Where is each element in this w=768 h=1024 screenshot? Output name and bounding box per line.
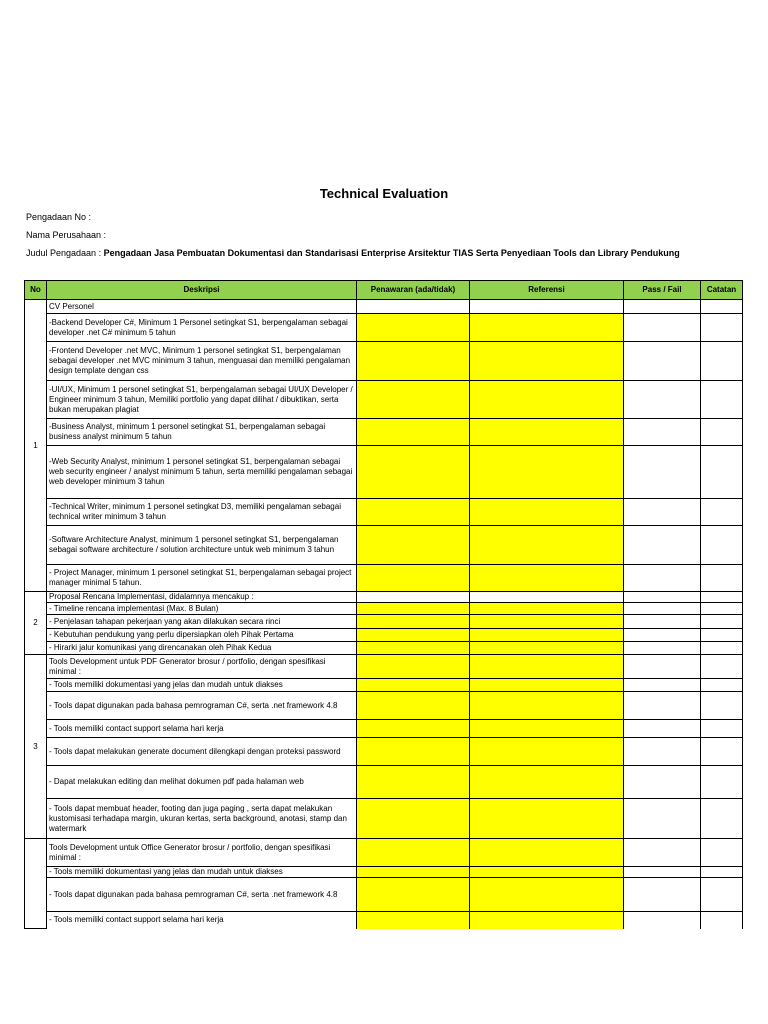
description-cell: - Timeline rencana implementasi (Max. 8 Bulan) (47, 603, 357, 615)
column-header-penawaran: Penawaran (ada/tidak) (357, 281, 470, 300)
table-row (25, 629, 743, 642)
referensi-cell[interactable] (470, 603, 624, 615)
description-cell: - Tools dapat digunakan pada bahasa pemrograman C#, serta .net framework 4.8 (47, 692, 357, 720)
pass-fail-cell[interactable] (624, 692, 701, 720)
table-row (25, 499, 743, 526)
pass-fail-cell[interactable] (624, 912, 701, 929)
penawaran-cell[interactable] (357, 629, 470, 642)
table-row (25, 720, 743, 738)
penawaran-cell[interactable] (357, 446, 470, 499)
row-number (25, 839, 47, 929)
pass-fail-cell[interactable] (624, 603, 701, 615)
referensi-cell[interactable] (470, 419, 624, 446)
judul-pengadaan-value: Pengadaan Jasa Pembuatan Dokumentasi dan Standarisasi Enterprise Arsitektur TIAS Serta Penyediaan Tools dan Library Pendukung (103, 248, 680, 258)
penawaran-cell[interactable] (357, 720, 470, 738)
referensi-cell[interactable] (470, 565, 624, 592)
pass-fail-cell[interactable] (624, 839, 701, 867)
table-row (25, 565, 743, 592)
table-row (25, 615, 743, 629)
table-row (25, 839, 743, 867)
penawaran-cell[interactable] (357, 603, 470, 615)
row-number: 2 (25, 592, 47, 655)
table-row (25, 314, 743, 342)
catatan-cell[interactable] (701, 692, 743, 720)
referensi-cell[interactable] (470, 799, 624, 839)
penawaran-cell[interactable] (357, 300, 470, 314)
referensi-cell[interactable] (470, 642, 624, 655)
penawaran-cell[interactable] (357, 381, 470, 419)
referensi-cell[interactable] (470, 766, 624, 799)
table-row (25, 878, 743, 912)
table-row (25, 692, 743, 720)
pass-fail-cell[interactable] (624, 565, 701, 592)
catatan-cell[interactable] (701, 526, 743, 565)
pass-fail-cell[interactable] (624, 799, 701, 839)
column-header-deskripsi: Deskripsi (47, 281, 357, 300)
catatan-cell[interactable] (701, 419, 743, 446)
catatan-cell[interactable] (701, 799, 743, 839)
pass-fail-cell[interactable] (624, 419, 701, 446)
penawaran-cell[interactable] (357, 565, 470, 592)
pass-fail-cell[interactable] (624, 446, 701, 499)
catatan-cell[interactable] (701, 878, 743, 912)
referensi-cell[interactable] (470, 679, 624, 692)
catatan-cell[interactable] (701, 603, 743, 615)
referensi-cell[interactable] (470, 867, 624, 878)
penawaran-cell[interactable] (357, 342, 470, 381)
pass-fail-cell[interactable] (624, 738, 701, 766)
penawaran-cell[interactable] (357, 314, 470, 342)
penawaran-cell[interactable] (357, 615, 470, 629)
pengadaan-no-label: Pengadaan No : (26, 212, 92, 222)
catatan-cell[interactable] (701, 381, 743, 419)
penawaran-cell[interactable] (357, 419, 470, 446)
penawaran-cell[interactable] (357, 642, 470, 655)
pass-fail-cell[interactable] (624, 314, 701, 342)
catatan-cell[interactable] (701, 592, 743, 603)
referensi-cell[interactable] (470, 912, 624, 929)
penawaran-cell[interactable] (357, 592, 470, 603)
pass-fail-cell[interactable] (624, 655, 701, 679)
description-cell: Proposal Rencana Implementasi, didalamnya mencakup : (47, 592, 357, 603)
nama-perusahaan-label: Nama Perusahaan : (26, 230, 107, 240)
catatan-cell[interactable] (701, 629, 743, 642)
description-cell: - Tools dapat membuat header, footing dan juga paging , serta dapat melakukan kustomisasi terhadapa margin, ukuran kertas, serta background, anotasi, stamp dan watermark (47, 799, 357, 839)
catatan-cell[interactable] (701, 314, 743, 342)
pass-fail-cell[interactable] (624, 526, 701, 565)
penawaran-cell[interactable] (357, 839, 470, 867)
referensi-cell[interactable] (470, 839, 624, 867)
penawaran-cell[interactable] (357, 679, 470, 692)
referensi-cell[interactable] (470, 314, 624, 342)
description-cell: - Kebutuhan pendukung yang perlu dipersiapkan oleh Pihak Pertama (47, 629, 357, 642)
description-cell: -Web Security Analyst, minimum 1 personel setingkat S1, berpengalaman sebagai web security engineer / analyst minimum 5 tahun, serta memiliki pengalaman sebagai web developer minimum 3 tahun (47, 446, 357, 499)
table-body (25, 300, 743, 929)
description-cell: -Frontend Developer .net MVC, Minimum 1 personel setingkat S1, berpengalaman sebagai developer .net MVC minimum 3 tahun, menguasai dan memiliki pengalaman design template dengan css (47, 342, 357, 381)
pass-fail-cell[interactable] (624, 381, 701, 419)
catatan-cell[interactable] (701, 738, 743, 766)
description-cell: Tools Development untuk PDF Generator brosur / portfolio, dengan spesifikasi minimal : (47, 655, 357, 679)
description-cell: -UI/UX, Minimum 1 personel setingkat S1, berpengalaman sebagai UI/UX Developer / Engineer minimum 3 tahun, Memiliki portfolio yang dapat dilihat / dibuktikan, serta bukan merupakan plagiat (47, 381, 357, 419)
penawaran-cell[interactable] (357, 692, 470, 720)
description-cell: CV Personel (47, 300, 357, 314)
penawaran-cell[interactable] (357, 912, 470, 929)
description-cell: - Tools memiliki contact support selama hari kerja (47, 912, 357, 929)
description-cell: Tools Development untuk Office Generator brosur / portfolio, dengan spesifikasi minimal : (47, 839, 357, 867)
penawaran-cell[interactable] (357, 655, 470, 679)
description-cell: - Project Manager, minimum 1 personel setingkat S1, berpengalaman sebagai project manager minimal 5 tahun. (47, 565, 357, 592)
referensi-cell[interactable] (470, 342, 624, 381)
description-cell: - Penjelasan tahapan pekerjaan yang akan dilakukan secara rinci (47, 615, 357, 629)
column-header-catatan: Catatan (701, 281, 743, 300)
table-row (25, 867, 743, 878)
catatan-cell[interactable] (701, 642, 743, 655)
table-row (25, 799, 743, 839)
pass-fail-cell[interactable] (624, 878, 701, 912)
referensi-cell[interactable] (470, 499, 624, 526)
penawaran-cell[interactable] (357, 526, 470, 565)
table-row (25, 679, 743, 692)
table-row (25, 738, 743, 766)
referensi-cell[interactable] (470, 692, 624, 720)
referensi-cell[interactable] (470, 878, 624, 912)
pass-fail-cell[interactable] (624, 679, 701, 692)
description-cell: - Tools memiliki dokumentasi yang jelas dan mudah untuk diakses (47, 867, 357, 878)
penawaran-cell[interactable] (357, 738, 470, 766)
description-cell: -Technical Writer, minimum 1 personel setingkat D3, memiliki pengalaman sebagai technical writer minimum 3 tahun (47, 499, 357, 526)
pass-fail-cell[interactable] (624, 592, 701, 603)
pass-fail-cell[interactable] (624, 615, 701, 629)
penawaran-cell[interactable] (357, 766, 470, 799)
catatan-cell[interactable] (701, 446, 743, 499)
description-cell: - Tools memiliki contact support selama hari kerja (47, 720, 357, 738)
pass-fail-cell[interactable] (624, 766, 701, 799)
catatan-cell[interactable] (701, 912, 743, 929)
column-header-no: No (25, 281, 47, 300)
referensi-cell[interactable] (470, 720, 624, 738)
description-cell: -Backend Developer C#, Minimum 1 Personel setingkat S1, berpengalaman sebagai developer .net C# minimum 5 tahun (47, 314, 357, 342)
description-cell: - Tools dapat digunakan pada bahasa pemrograman C#, serta .net framework 4.8 (47, 878, 357, 912)
catatan-cell[interactable] (701, 655, 743, 679)
row-number: 1 (25, 300, 47, 592)
description-cell: - Tools memiliki dokumentasi yang jelas dan mudah untuk diakses (47, 679, 357, 692)
column-header-referensi: Referensi (470, 281, 624, 300)
pass-fail-cell[interactable] (624, 342, 701, 381)
column-header-pass-fail: Pass / Fail (624, 281, 701, 300)
table-row (25, 300, 743, 314)
description-cell: - Tools dapat melakukan generate document dilengkapi dengan proteksi password (47, 738, 357, 766)
pass-fail-cell[interactable] (624, 720, 701, 738)
table-row (25, 592, 743, 603)
pass-fail-cell[interactable] (624, 629, 701, 642)
description-cell: -Software Architecture Analyst, minimum 1 personel setingkat S1, berpengalaman sebagai software architecture / solution architecture untuk web minimum 3 tahun (47, 526, 357, 565)
catatan-cell[interactable] (701, 867, 743, 878)
table-row (25, 655, 743, 679)
catatan-cell[interactable] (701, 839, 743, 867)
page-title: Technical Evaluation (319, 186, 449, 201)
judul-pengadaan-label: Judul Pengadaan : (26, 248, 102, 258)
description-cell: - Hirarki jalur komunikasi yang direncanakan oleh Pihak Kedua (47, 642, 357, 655)
row-number: 3 (25, 655, 47, 839)
catatan-cell[interactable] (701, 565, 743, 592)
table-row (25, 342, 743, 381)
catatan-cell[interactable] (701, 720, 743, 738)
pass-fail-cell[interactable] (624, 300, 701, 314)
catatan-cell[interactable] (701, 615, 743, 629)
catatan-cell[interactable] (701, 679, 743, 692)
referensi-cell[interactable] (470, 629, 624, 642)
table-row (25, 642, 743, 655)
description-cell: -Business Analyst, minimum 1 personel setingkat S1, berpengalaman sebagai business analyst minimum 5 tahun (47, 419, 357, 446)
judul-pengadaan (26, 248, 680, 258)
penawaran-cell[interactable] (357, 799, 470, 839)
table-row (25, 381, 743, 419)
penawaran-cell[interactable] (357, 867, 470, 878)
catatan-cell[interactable] (701, 342, 743, 381)
referensi-cell[interactable] (470, 738, 624, 766)
referensi-cell[interactable] (470, 300, 624, 314)
referensi-cell[interactable] (470, 526, 624, 565)
referensi-cell[interactable] (470, 655, 624, 679)
referensi-cell[interactable] (470, 615, 624, 629)
pass-fail-cell[interactable] (624, 642, 701, 655)
referensi-cell[interactable] (470, 592, 624, 603)
pass-fail-cell[interactable] (624, 499, 701, 526)
table-row (25, 526, 743, 565)
referensi-cell[interactable] (470, 446, 624, 499)
pass-fail-cell[interactable] (624, 867, 701, 878)
table-row (25, 766, 743, 799)
catatan-cell[interactable] (701, 766, 743, 799)
table-row (25, 419, 743, 446)
evaluation-table (24, 280, 743, 929)
table-row (25, 603, 743, 615)
table-row (25, 912, 743, 929)
catatan-cell[interactable] (701, 499, 743, 526)
table-header-row (25, 281, 743, 300)
table-row (25, 446, 743, 499)
penawaran-cell[interactable] (357, 878, 470, 912)
penawaran-cell[interactable] (357, 499, 470, 526)
description-cell: - Dapat melakukan editing dan melihat dokumen pdf pada halaman web (47, 766, 357, 799)
referensi-cell[interactable] (470, 381, 624, 419)
catatan-cell[interactable] (701, 300, 743, 314)
